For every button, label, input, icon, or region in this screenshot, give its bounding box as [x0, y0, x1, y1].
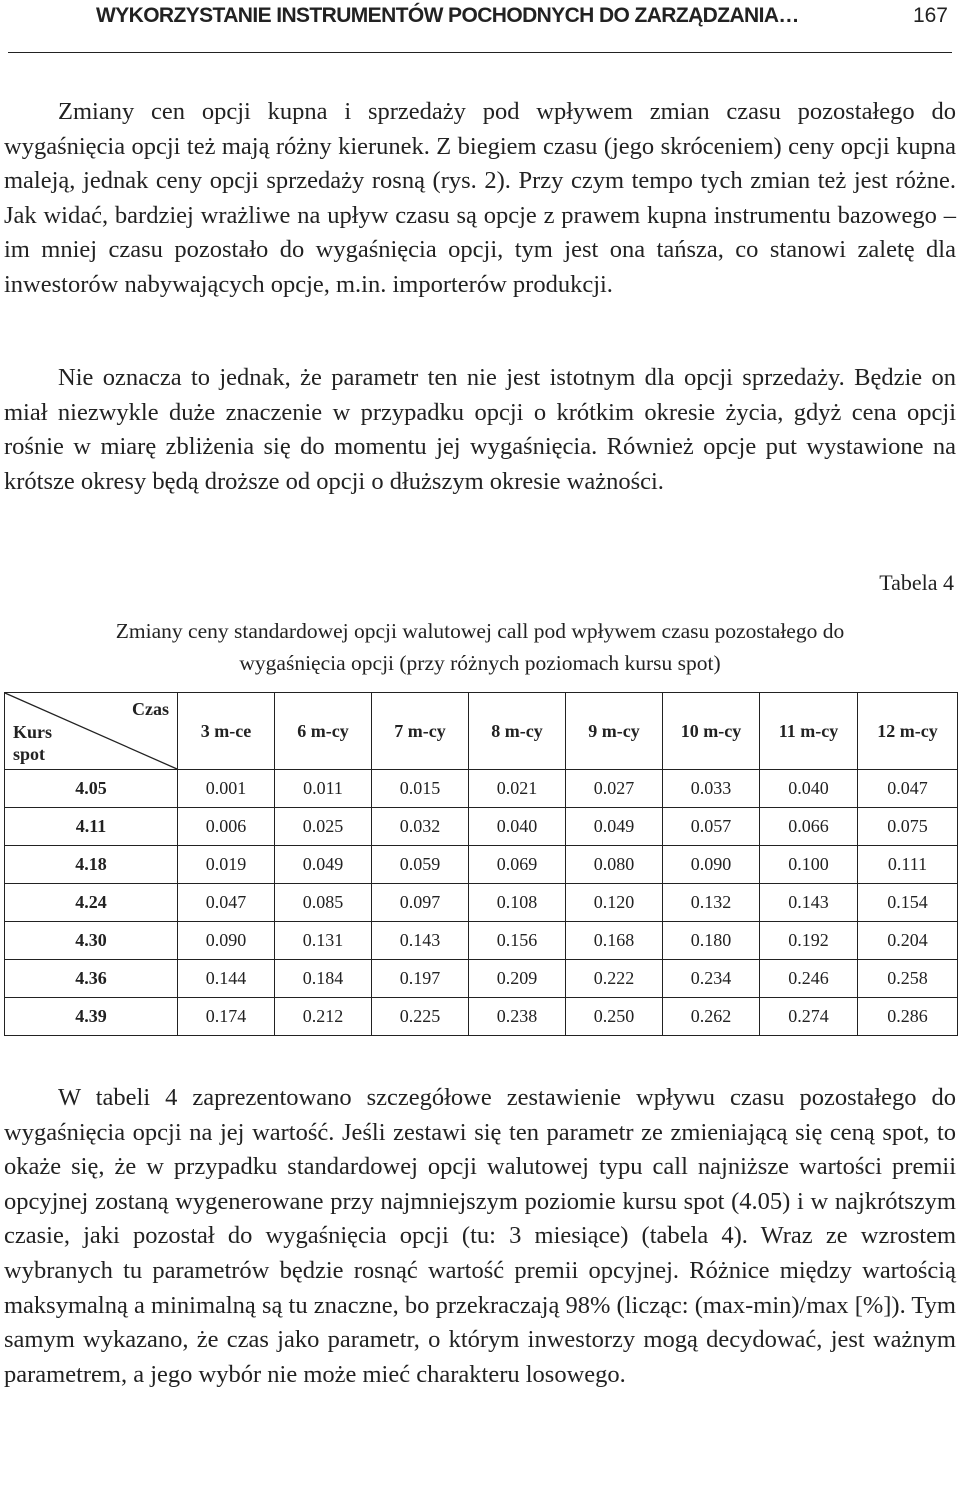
table-row [5, 846, 958, 884]
price-cell: 0.197 [372, 960, 469, 998]
column-header: 6 m-cy [275, 693, 372, 770]
price-cell: 0.174 [178, 998, 275, 1036]
column-header: 11 m-cy [760, 693, 858, 770]
price-cell: 0.069 [469, 846, 566, 884]
price-cell: 0.238 [469, 998, 566, 1036]
price-cell: 0.049 [275, 846, 372, 884]
corner-label-czas: Czas [132, 699, 169, 719]
running-title: WYKORZYSTANIE INSTRUMENTÓW POCHODNYCH DO ZARZĄDZANIA… [96, 4, 799, 27]
price-cell: 0.075 [858, 808, 958, 846]
price-cell: 0.040 [469, 808, 566, 846]
price-cell: 0.184 [275, 960, 372, 998]
page-header [8, 0, 952, 53]
price-cell: 0.059 [372, 846, 469, 884]
price-cell: 0.066 [760, 808, 858, 846]
table-caption-line-1: Zmiany ceny standardowej opcji walutowej call pod wpływem czasu pozostałego do [115, 619, 845, 643]
table-row [5, 884, 958, 922]
price-cell: 0.111 [858, 846, 958, 884]
column-header: 3 m-ce [178, 693, 275, 770]
price-cell: 0.032 [372, 808, 469, 846]
price-cell: 0.192 [760, 922, 858, 960]
price-cell: 0.033 [663, 770, 760, 808]
price-cell: 0.132 [663, 884, 760, 922]
price-cell: 0.001 [178, 770, 275, 808]
price-cell: 0.180 [663, 922, 760, 960]
corner-label-kurs-spot [13, 721, 52, 765]
spot-rate-cell: 4.11 [5, 808, 178, 846]
corner-label-kurs: Kurs [13, 722, 53, 742]
price-cell: 0.097 [372, 884, 469, 922]
price-cell: 0.143 [372, 922, 469, 960]
price-cell: 0.006 [178, 808, 275, 846]
price-cell: 0.250 [566, 998, 663, 1036]
price-cell: 0.019 [178, 846, 275, 884]
price-cell: 0.120 [566, 884, 663, 922]
table-caption [0, 615, 960, 679]
price-cell: 0.225 [372, 998, 469, 1036]
price-cell: 0.080 [566, 846, 663, 884]
option-price-table [4, 692, 958, 1036]
price-cell: 0.047 [858, 770, 958, 808]
paragraph-3: W tabeli 4 zaprezentowano szczegółowe zestawienie wpływu czasu pozostałego do wygaśnięcia opcji na jej wartość. Jeśli zestawi się ten parametr ze zmieniającą się ceną spot, to okaże się, że w przypadku standardowej opcji walutowej typu call najniższe wartości premii opcyjnej zostaną wygenerowane przy najmniejszym poziomie kursu spot (4.05) i w najkrótszym czasie, jaki pozostał do wygaśnięcia opcji (tu: 3 miesiące) (tabela 4). Wraz ze wzrostem wybranych tu parametrów będzie rosnąć wartość premii opcyjnej. Różnice między wartością maksymalną a minimalną są tu znaczne, bo przekraczają 98% (licząc: (max-min)/max [%]). Tym samym wykazano, że czas jako parametr, o którym inwestorzy mogą decydować, jest ważnym parametrem, a jego wybór nie może mieć charakteru losowego. [4, 1084, 956, 1388]
paragraph-1: Zmiany cen opcji kupna i sprzedaży pod wpływem zmian czasu pozostałego do wygaśnięcia opcji też mają różny kierunek. Z biegiem czasu (jego skróceniem) ceny opcji kupna maleją, jednak ceny opcji sprzedaży rosną (rys. 2). Przy czym tempo tych zmian też jest różne. Jak widać, bardziej wrażliwe na upływ czasu są opcje z prawem kupna instrumentu bazowego – im mniej czasu pozostało do wygaśnięcia opcji, tym jest ona tańsza, co stanowi zaletę dla inwestorów nabywających opcje, m.in. importerów produkcji. [4, 98, 956, 298]
price-cell: 0.085 [275, 884, 372, 922]
price-cell: 0.204 [858, 922, 958, 960]
table-caption-line-2: wygaśnięcia opcji (przy różnych poziomach kursu spot) [239, 651, 721, 675]
spot-rate-cell: 4.39 [5, 998, 178, 1036]
price-cell: 0.274 [760, 998, 858, 1036]
price-cell: 0.027 [566, 770, 663, 808]
table-label: Tabela 4 [879, 570, 954, 595]
spot-rate-cell: 4.24 [5, 884, 178, 922]
price-cell: 0.049 [566, 808, 663, 846]
price-cell: 0.246 [760, 960, 858, 998]
table-header-row [5, 693, 958, 770]
column-header: 12 m-cy [858, 693, 958, 770]
price-cell: 0.262 [663, 998, 760, 1036]
price-cell: 0.100 [760, 846, 858, 884]
price-cell: 0.090 [663, 846, 760, 884]
table-row [5, 998, 958, 1036]
table-row [5, 922, 958, 960]
price-cell: 0.222 [566, 960, 663, 998]
price-cell: 0.040 [760, 770, 858, 808]
column-header: 9 m-cy [566, 693, 663, 770]
table-row [5, 770, 958, 808]
spot-rate-cell: 4.30 [5, 922, 178, 960]
column-header: 10 m-cy [663, 693, 760, 770]
price-cell: 0.047 [178, 884, 275, 922]
price-cell: 0.144 [178, 960, 275, 998]
spot-rate-cell: 4.36 [5, 960, 178, 998]
price-cell: 0.258 [858, 960, 958, 998]
corner-label-spot: spot [13, 744, 46, 764]
price-cell: 0.015 [372, 770, 469, 808]
price-cell: 0.212 [275, 998, 372, 1036]
price-cell: 0.057 [663, 808, 760, 846]
page-number: 167 [912, 4, 948, 27]
price-cell: 0.143 [760, 884, 858, 922]
price-cell: 0.108 [469, 884, 566, 922]
price-cell: 0.154 [858, 884, 958, 922]
table-row [5, 960, 958, 998]
price-cell: 0.090 [178, 922, 275, 960]
column-header: 8 m-cy [469, 693, 566, 770]
spot-rate-cell: 4.18 [5, 846, 178, 884]
table-body [5, 770, 958, 1036]
table-corner-cell [5, 693, 178, 770]
spot-rate-cell: 4.05 [5, 770, 178, 808]
price-cell: 0.025 [275, 808, 372, 846]
price-cell: 0.156 [469, 922, 566, 960]
price-cell: 0.286 [858, 998, 958, 1036]
column-header: 7 m-cy [372, 693, 469, 770]
price-cell: 0.209 [469, 960, 566, 998]
table-row [5, 808, 958, 846]
price-cell: 0.021 [469, 770, 566, 808]
price-cell: 0.011 [275, 770, 372, 808]
paragraph-2: Nie oznacza to jednak, że parametr ten nie jest istotnym dla opcji sprzedaży. Będzie on miał niezwykle duże znaczenie w przypadku opcji o krótkim okresie życia, gdyż cena opcji rośnie w miarę zbliżenia się do momentu jej wygaśnięcia. Również opcje put wystawione na krótsze okresy będą droższe od opcji o dłuższym okresie ważności. [4, 364, 956, 495]
price-cell: 0.234 [663, 960, 760, 998]
price-cell: 0.131 [275, 922, 372, 960]
price-cell: 0.168 [566, 922, 663, 960]
